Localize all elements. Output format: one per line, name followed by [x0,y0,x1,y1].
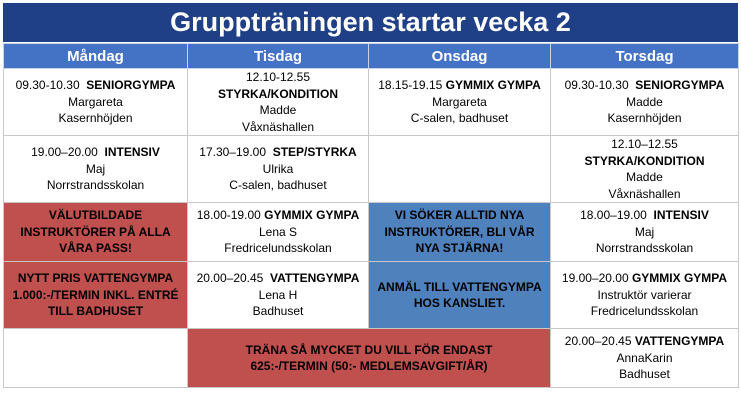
notice-offer [188,329,551,388]
session-instructor: Ulrika [262,161,294,176]
session-place: C-salen, badhuset [410,111,509,126]
session-time: 17.30–19.00 [199,145,267,160]
notice-price: NYTT PRIS VATTENGYMPA 1.000:-/TERMIN INKL. ENTRÉ TILL BADHUSET [4,262,188,329]
day-header-thursday: Torsdag [551,44,739,69]
session-time: 19.00–20.00 [31,145,98,160]
session-instructor: AnnaKarin [616,350,673,365]
session-cell [369,69,551,136]
session-instructor: Madde [626,94,663,109]
session-place: Norrstrandsskolan [595,241,694,256]
session-cell [551,329,739,388]
session-time: 20.00–20.45 [564,334,632,349]
day-header-row [4,44,739,69]
session-place: Våxnäshallen [608,186,681,201]
session-class: STYRKA/KONDITION [218,86,338,101]
session-time: 12.10–12.55 [611,137,678,151]
session-class: STYRKA/KONDITION [584,153,705,168]
session-place: Kasernhöjden [58,111,133,126]
session-cell [551,203,739,262]
schedule-row [4,203,739,262]
schedule-row [4,262,739,329]
session-time: 19.00–20.00 [561,271,629,286]
session-instructor: Maj [85,161,106,176]
session-place: Fredricelundsskolan [590,304,699,319]
session-place: Badhuset [252,304,304,319]
session-time: 18.00-19.00 [196,208,261,223]
session-time: 09.30-10.30 [564,78,629,93]
session-class: INTENSIV [104,145,160,160]
session-cell [551,262,739,329]
session-place: Våxnäshallen [241,119,315,134]
day-header-monday: Måndag [4,44,188,69]
session-time: 12.10-12.55 [245,70,311,84]
page-title: Gruppträningen startar vecka 2 [3,3,738,42]
session-cell [551,69,739,136]
notice-recruit: VI SÖKER ALLTID NYA INSTRUKTÖRER, BLI VÅR NYA STJÄRNA! [369,203,551,262]
schedule-table [3,43,739,388]
session-class: GYMMIX GYMPA [631,271,728,286]
offer-line-1: TRÄNA SÅ MYCKET DU VILL FÖR ENDAST [245,342,493,357]
session-cell [551,136,739,203]
session-instructor: Lena S [258,224,298,239]
day-header-tuesday: Tisdag [188,44,369,69]
session-time: 20.00–20.45 [196,271,264,286]
notice-instructors: VÄLUTBILDADE INSTRUKTÖRER PÅ ALLA VÅRA PASS! [4,203,188,262]
session-instructor: Maj [634,224,655,239]
session-cell [188,136,369,203]
session-instructor: Margareta [68,94,123,109]
session-place: Norrstrandsskolan [46,178,145,193]
session-class: GYMMIX GYMPA [445,78,541,93]
session-class: SENIORGYMPA [635,78,725,93]
session-time: 18.00–19.00 [580,208,647,223]
session-instructor: Lena H [258,287,298,302]
empty-cell [4,329,188,388]
session-class: VATTENGYMPA [634,334,725,349]
session-cell [4,136,188,203]
session-instructor: Madde [259,103,297,117]
notice-signup: ANMÄL TILL VATTENGYMPA HOS KANSLIET. [369,262,551,329]
session-instructor: Margareta [432,94,487,109]
session-class: SENIORGYMPA [86,78,176,93]
schedule-row [4,69,739,136]
session-class: VATTENGYMPA [270,271,360,286]
session-time: 18.15-19.15 [378,78,443,93]
session-instructor: Instruktör varierar [597,287,692,302]
session-class: STEP/STYRKA [272,145,357,160]
session-place: Kasernhöjden [607,111,682,126]
session-class: GYMMIX GYMPA [264,208,360,223]
session-cell [188,262,369,329]
session-place: Fredricelundsskolan [224,241,332,256]
session-cell [188,203,369,262]
session-place: C-salen, badhuset [229,178,327,193]
session-instructor: Madde [626,170,663,184]
schedule-row [4,136,739,203]
session-time: 09.30-10.30 [15,78,80,93]
schedule-row [4,329,739,388]
offer-line-2: 625:-/TERMIN (50:- MEDLEMSAVGIFT/ÅR) [250,359,488,373]
day-header-wednesday: Onsdag [369,44,551,69]
empty-cell [369,136,551,203]
session-class: INTENSIV [653,208,709,223]
session-cell [4,69,188,136]
session-cell [188,69,369,136]
session-place: Badhuset [619,367,670,382]
